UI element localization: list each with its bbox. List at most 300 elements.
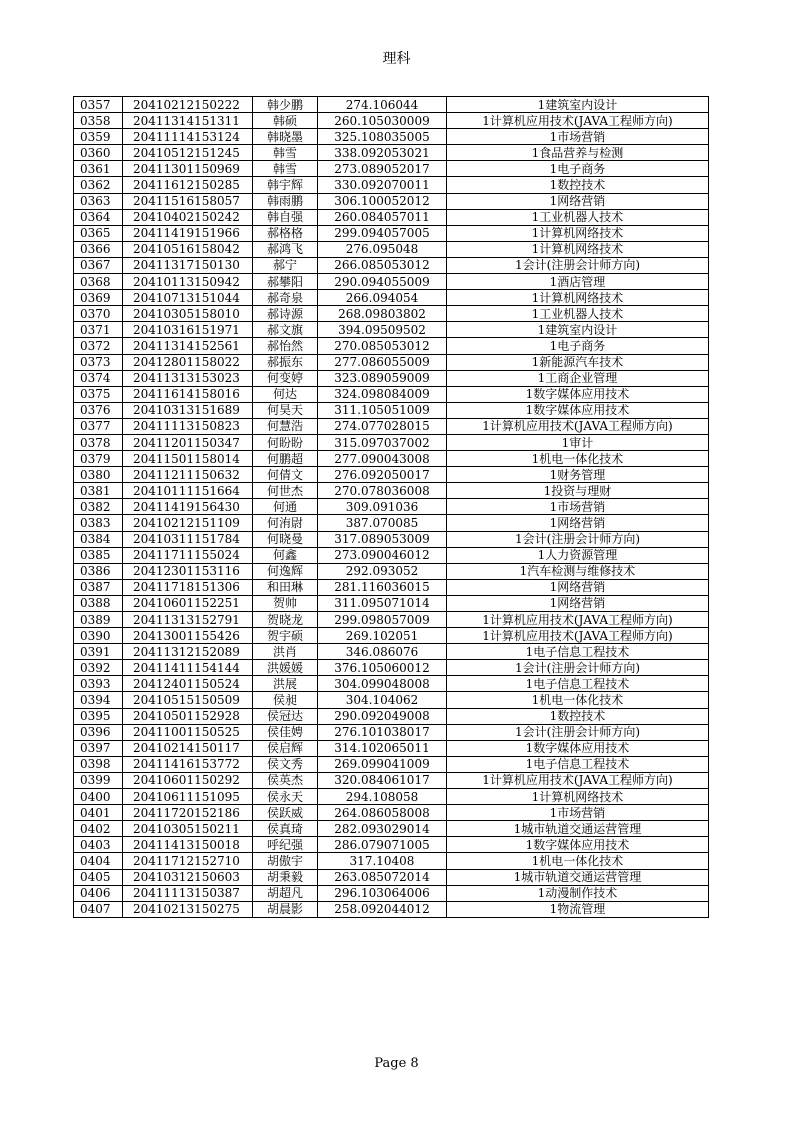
exam-number-cell: 20411312152089	[123, 644, 253, 660]
score-cell: 314.102065011	[318, 740, 447, 756]
major-cell: 1计算机应用技术(JAVA工程师方向)	[447, 113, 709, 129]
major-cell: 1机电一体化技术	[447, 853, 709, 869]
exam-number-cell: 20412401150524	[123, 676, 253, 692]
seq-number-cell: 0407	[74, 901, 123, 917]
student-name-cell: 何鹏超	[253, 451, 318, 467]
student-name-cell: 洪肖	[253, 644, 318, 660]
exam-number-cell: 20413001155426	[123, 628, 253, 644]
major-cell: 1数控技术	[447, 177, 709, 193]
table-row	[74, 740, 709, 756]
exam-number-cell: 20412301153116	[123, 563, 253, 579]
table-row	[74, 612, 709, 628]
seq-number-cell: 0372	[74, 338, 123, 354]
seq-number-cell: 0401	[74, 805, 123, 821]
exam-number-cell: 20411113150387	[123, 885, 253, 901]
table-row	[74, 370, 709, 386]
seq-number-cell: 0403	[74, 837, 123, 853]
seq-number-cell: 0379	[74, 451, 123, 467]
student-name-cell: 胡秉毅	[253, 869, 318, 885]
table-row	[74, 306, 709, 322]
table-row	[74, 821, 709, 837]
exam-number-cell: 20410601152251	[123, 595, 253, 611]
major-cell: 1市场营销	[447, 805, 709, 821]
student-name-cell: 韩雨鹏	[253, 193, 318, 209]
exam-number-cell: 20410402150242	[123, 209, 253, 225]
exam-number-cell: 20411718151306	[123, 579, 253, 595]
table-row	[74, 241, 709, 257]
table-row	[74, 789, 709, 805]
table-row	[74, 901, 709, 917]
student-name-cell: 韩雪	[253, 161, 318, 177]
table-row	[74, 225, 709, 241]
student-name-cell: 侯跃威	[253, 805, 318, 821]
seq-number-cell: 0376	[74, 402, 123, 418]
table-row	[74, 708, 709, 724]
score-cell: 317.10408	[318, 853, 447, 869]
major-cell: 1财务管理	[447, 467, 709, 483]
score-cell: 258.092044012	[318, 901, 447, 917]
major-cell: 1工商企业管理	[447, 370, 709, 386]
exam-number-cell: 20411313152791	[123, 612, 253, 628]
score-cell: 290.094055009	[318, 274, 447, 290]
score-cell: 264.086058008	[318, 805, 447, 821]
table-row	[74, 837, 709, 853]
roster-table	[73, 96, 709, 918]
seq-number-cell: 0388	[74, 595, 123, 611]
student-name-cell: 韩少鹏	[253, 97, 318, 113]
table-row	[74, 177, 709, 193]
table-row	[74, 193, 709, 209]
student-name-cell: 何洧尉	[253, 515, 318, 531]
score-cell: 263.085072014	[318, 869, 447, 885]
major-cell: 1建筑室内设计	[447, 322, 709, 338]
table-row	[74, 451, 709, 467]
student-name-cell: 侯冠达	[253, 708, 318, 724]
table-row	[74, 113, 709, 129]
student-name-cell: 郝鸿飞	[253, 241, 318, 257]
table-row	[74, 434, 709, 450]
table-row	[74, 676, 709, 692]
table-row	[74, 161, 709, 177]
seq-number-cell: 0368	[74, 274, 123, 290]
major-cell: 1数字媒体应用技术	[447, 837, 709, 853]
table-row	[74, 595, 709, 611]
student-name-cell: 何逸辉	[253, 563, 318, 579]
exam-number-cell: 20410713151044	[123, 290, 253, 306]
major-cell: 1机电一体化技术	[447, 451, 709, 467]
student-name-cell: 郝宁	[253, 257, 318, 273]
student-name-cell: 何鑫	[253, 547, 318, 563]
major-cell: 1计算机网络技术	[447, 789, 709, 805]
exam-number-cell: 20410313151689	[123, 402, 253, 418]
table-row	[74, 805, 709, 821]
exam-number-cell: 20410305150211	[123, 821, 253, 837]
student-name-cell: 胡超凡	[253, 885, 318, 901]
seq-number-cell: 0389	[74, 612, 123, 628]
score-cell: 276.101038017	[318, 724, 447, 740]
exam-number-cell: 20411114153124	[123, 129, 253, 145]
score-cell: 270.085053012	[318, 338, 447, 354]
score-cell: 290.092049008	[318, 708, 447, 724]
exam-number-cell: 20410113150942	[123, 274, 253, 290]
seq-number-cell: 0360	[74, 145, 123, 161]
exam-number-cell: 20411113150823	[123, 418, 253, 434]
seq-number-cell: 0369	[74, 290, 123, 306]
exam-number-cell: 20411416153772	[123, 756, 253, 772]
student-name-cell: 侯昶	[253, 692, 318, 708]
score-cell: 266.085053012	[318, 257, 447, 273]
score-cell: 315.097037002	[318, 434, 447, 450]
student-name-cell: 贺宇硕	[253, 628, 318, 644]
score-cell: 376.105060012	[318, 660, 447, 676]
major-cell: 1建筑室内设计	[447, 97, 709, 113]
exam-number-cell: 20411712152710	[123, 853, 253, 869]
exam-number-cell: 20411211150632	[123, 467, 253, 483]
exam-number-cell: 20410111151664	[123, 483, 253, 499]
score-cell: 260.084057011	[318, 209, 447, 225]
exam-number-cell: 20411419151966	[123, 225, 253, 241]
student-name-cell: 侯佳娉	[253, 724, 318, 740]
student-name-cell: 郝振东	[253, 354, 318, 370]
table-row	[74, 274, 709, 290]
score-cell: 304.099048008	[318, 676, 447, 692]
seq-number-cell: 0370	[74, 306, 123, 322]
major-cell: 1数字媒体应用技术	[447, 740, 709, 756]
major-cell: 1电子商务	[447, 161, 709, 177]
major-cell: 1城市轨道交通运营管理	[447, 869, 709, 885]
exam-number-cell: 20410213150275	[123, 901, 253, 917]
table-row	[74, 853, 709, 869]
major-cell: 1市场营销	[447, 499, 709, 515]
exam-number-cell: 20410516158042	[123, 241, 253, 257]
seq-number-cell: 0367	[74, 257, 123, 273]
student-name-cell: 郝格格	[253, 225, 318, 241]
seq-number-cell: 0392	[74, 660, 123, 676]
major-cell: 1汽车检测与维修技术	[447, 563, 709, 579]
table-row	[74, 354, 709, 370]
major-cell: 1网络营销	[447, 595, 709, 611]
student-name-cell: 何达	[253, 386, 318, 402]
score-cell: 317.089053009	[318, 531, 447, 547]
exam-number-cell: 20410316151971	[123, 322, 253, 338]
student-name-cell: 何世杰	[253, 483, 318, 499]
score-cell: 270.078036008	[318, 483, 447, 499]
score-cell: 311.105051009	[318, 402, 447, 418]
student-name-cell: 郝诗源	[253, 306, 318, 322]
major-cell: 1计算机应用技术(JAVA工程师方向)	[447, 612, 709, 628]
table-row	[74, 772, 709, 788]
score-cell: 273.090046012	[318, 547, 447, 563]
page-footer: Page 8	[374, 1056, 419, 1071]
major-cell: 1会计(注册会计师方向)	[447, 724, 709, 740]
major-cell: 1物流管理	[447, 901, 709, 917]
table-row	[74, 644, 709, 660]
table-row	[74, 660, 709, 676]
score-cell: 274.106044	[318, 97, 447, 113]
score-cell: 268.09803802	[318, 306, 447, 322]
table-row	[74, 322, 709, 338]
major-cell: 1审计	[447, 434, 709, 450]
table-row	[74, 418, 709, 434]
score-cell: 276.092050017	[318, 467, 447, 483]
major-cell: 1电子商务	[447, 338, 709, 354]
major-cell: 1计算机网络技术	[447, 241, 709, 257]
score-cell: 306.100052012	[318, 193, 447, 209]
major-cell: 1工业机器人技术	[447, 209, 709, 225]
student-name-cell: 韩雪	[253, 145, 318, 161]
seq-number-cell: 0391	[74, 644, 123, 660]
exam-number-cell: 20410214150117	[123, 740, 253, 756]
exam-number-cell: 20411314152561	[123, 338, 253, 354]
score-cell: 292.093052	[318, 563, 447, 579]
seq-number-cell: 0375	[74, 386, 123, 402]
seq-number-cell: 0404	[74, 853, 123, 869]
exam-number-cell: 20411612150285	[123, 177, 253, 193]
score-cell: 299.094057005	[318, 225, 447, 241]
score-cell: 324.098084009	[318, 386, 447, 402]
student-name-cell: 胡晨影	[253, 901, 318, 917]
exam-number-cell: 20410311151784	[123, 531, 253, 547]
seq-number-cell: 0387	[74, 579, 123, 595]
student-name-cell: 何倩文	[253, 467, 318, 483]
table-row	[74, 209, 709, 225]
seq-number-cell: 0396	[74, 724, 123, 740]
student-name-cell: 何晓曼	[253, 531, 318, 547]
score-cell: 273.089052017	[318, 161, 447, 177]
table-row	[74, 467, 709, 483]
score-cell: 338.092053021	[318, 145, 447, 161]
seq-number-cell: 0394	[74, 692, 123, 708]
score-cell: 274.077028015	[318, 418, 447, 434]
seq-number-cell: 0390	[74, 628, 123, 644]
exam-number-cell: 20411419156430	[123, 499, 253, 515]
table-row	[74, 499, 709, 515]
seq-number-cell: 0362	[74, 177, 123, 193]
exam-number-cell: 20410312150603	[123, 869, 253, 885]
score-cell: 325.108035005	[318, 129, 447, 145]
major-cell: 1酒店管理	[447, 274, 709, 290]
seq-number-cell: 0381	[74, 483, 123, 499]
major-cell: 1计算机应用技术(JAVA工程师方向)	[447, 628, 709, 644]
seq-number-cell: 0385	[74, 547, 123, 563]
score-cell: 323.089059009	[318, 370, 447, 386]
exam-number-cell: 20410515150509	[123, 692, 253, 708]
major-cell: 1电子信息工程技术	[447, 644, 709, 660]
table-row	[74, 257, 709, 273]
exam-number-cell: 20411317150130	[123, 257, 253, 273]
major-cell: 1会计(注册会计师方向)	[447, 531, 709, 547]
seq-number-cell: 0397	[74, 740, 123, 756]
student-name-cell: 侯启辉	[253, 740, 318, 756]
seq-number-cell: 0398	[74, 756, 123, 772]
student-name-cell: 洪展	[253, 676, 318, 692]
score-cell: 311.095071014	[318, 595, 447, 611]
table-row	[74, 97, 709, 113]
major-cell: 1人力资源管理	[447, 547, 709, 563]
major-cell: 1工业机器人技术	[447, 306, 709, 322]
seq-number-cell: 0406	[74, 885, 123, 901]
score-cell: 294.108058	[318, 789, 447, 805]
seq-number-cell: 0374	[74, 370, 123, 386]
exam-number-cell: 20411711155024	[123, 547, 253, 563]
student-name-cell: 郝文旗	[253, 322, 318, 338]
seq-number-cell: 0393	[74, 676, 123, 692]
student-name-cell: 韩晓墨	[253, 129, 318, 145]
student-name-cell: 韩自强	[253, 209, 318, 225]
seq-number-cell: 0395	[74, 708, 123, 724]
seq-number-cell: 0361	[74, 161, 123, 177]
score-cell: 282.093029014	[318, 821, 447, 837]
seq-number-cell: 0365	[74, 225, 123, 241]
exam-number-cell: 20410611151095	[123, 789, 253, 805]
major-cell: 1市场营销	[447, 129, 709, 145]
table-row	[74, 579, 709, 595]
seq-number-cell: 0377	[74, 418, 123, 434]
exam-number-cell: 20410212151109	[123, 515, 253, 531]
score-cell: 296.103064006	[318, 885, 447, 901]
major-cell: 1新能源汽车技术	[447, 354, 709, 370]
student-name-cell: 侯英杰	[253, 772, 318, 788]
table-row	[74, 869, 709, 885]
major-cell: 1计算机网络技术	[447, 290, 709, 306]
seq-number-cell: 0378	[74, 434, 123, 450]
score-cell: 320.084061017	[318, 772, 447, 788]
major-cell: 1计算机应用技术(JAVA工程师方向)	[447, 418, 709, 434]
student-name-cell: 郝怡然	[253, 338, 318, 354]
score-cell: 281.116036015	[318, 579, 447, 595]
exam-number-cell: 20411314151311	[123, 113, 253, 129]
exam-number-cell: 20410512151245	[123, 145, 253, 161]
student-name-cell: 侯永天	[253, 789, 318, 805]
student-name-cell: 何慧浩	[253, 418, 318, 434]
score-cell: 277.090043008	[318, 451, 447, 467]
seq-number-cell: 0400	[74, 789, 123, 805]
student-name-cell: 胡傲宇	[253, 853, 318, 869]
major-cell: 1数字媒体应用技术	[447, 386, 709, 402]
student-name-cell: 贺帅	[253, 595, 318, 611]
seq-number-cell: 0357	[74, 97, 123, 113]
score-cell: 266.094054	[318, 290, 447, 306]
exam-number-cell: 20411720152186	[123, 805, 253, 821]
score-cell: 286.079071005	[318, 837, 447, 853]
score-cell: 269.102051	[318, 628, 447, 644]
score-cell: 260.105030009	[318, 113, 447, 129]
exam-number-cell: 20411313153023	[123, 370, 253, 386]
score-cell: 276.095048	[318, 241, 447, 257]
seq-number-cell: 0373	[74, 354, 123, 370]
major-cell: 1网络营销	[447, 193, 709, 209]
major-cell: 1会计(注册会计师方向)	[447, 660, 709, 676]
seq-number-cell: 0363	[74, 193, 123, 209]
major-cell: 1电子信息工程技术	[447, 756, 709, 772]
major-cell: 1动漫制作技术	[447, 885, 709, 901]
table-row	[74, 692, 709, 708]
exam-number-cell: 20410212150222	[123, 97, 253, 113]
table-row	[74, 290, 709, 306]
student-name-cell: 韩宇辉	[253, 177, 318, 193]
table-row	[74, 402, 709, 418]
major-cell: 1计算机网络技术	[447, 225, 709, 241]
exam-number-cell: 20411614158016	[123, 386, 253, 402]
student-name-cell: 和田琳	[253, 579, 318, 595]
score-cell: 304.104062	[318, 692, 447, 708]
table-row	[74, 563, 709, 579]
student-name-cell: 呼纪强	[253, 837, 318, 853]
exam-number-cell: 20411301150969	[123, 161, 253, 177]
student-name-cell: 何变婷	[253, 370, 318, 386]
major-cell: 1城市轨道交通运营管理	[447, 821, 709, 837]
table-row	[74, 129, 709, 145]
seq-number-cell: 0384	[74, 531, 123, 547]
major-cell: 1机电一体化技术	[447, 692, 709, 708]
major-cell: 1网络营销	[447, 579, 709, 595]
seq-number-cell: 0364	[74, 209, 123, 225]
student-name-cell: 洪媛媛	[253, 660, 318, 676]
table-row	[74, 885, 709, 901]
table-row	[74, 145, 709, 161]
exam-number-cell: 20411516158057	[123, 193, 253, 209]
major-cell: 1会计(注册会计师方向)	[447, 257, 709, 273]
seq-number-cell: 0371	[74, 322, 123, 338]
score-cell: 387.070085	[318, 515, 447, 531]
score-cell: 394.09509502	[318, 322, 447, 338]
score-cell: 269.099041009	[318, 756, 447, 772]
page-header: 理科	[382, 51, 411, 67]
table-row	[74, 531, 709, 547]
seq-number-cell: 0358	[74, 113, 123, 129]
student-name-cell: 侯文秀	[253, 756, 318, 772]
student-name-cell: 何盼盼	[253, 434, 318, 450]
table-row	[74, 483, 709, 499]
score-cell: 346.086076	[318, 644, 447, 660]
score-cell: 299.098057009	[318, 612, 447, 628]
seq-number-cell: 0380	[74, 467, 123, 483]
table-row	[74, 724, 709, 740]
student-name-cell: 郝奇泉	[253, 290, 318, 306]
student-name-cell: 侯真琦	[253, 821, 318, 837]
major-cell: 1投资与理财	[447, 483, 709, 499]
exam-number-cell: 20411501158014	[123, 451, 253, 467]
score-cell: 330.092070011	[318, 177, 447, 193]
student-name-cell: 贺晓龙	[253, 612, 318, 628]
seq-number-cell: 0402	[74, 821, 123, 837]
table-row	[74, 386, 709, 402]
table-row	[74, 628, 709, 644]
table-row	[74, 547, 709, 563]
major-cell: 1网络营销	[447, 515, 709, 531]
exam-number-cell: 20411001150525	[123, 724, 253, 740]
student-name-cell: 何通	[253, 499, 318, 515]
student-name-cell: 韩硕	[253, 113, 318, 129]
score-cell: 309.091036	[318, 499, 447, 515]
table-row	[74, 515, 709, 531]
seq-number-cell: 0383	[74, 515, 123, 531]
seq-number-cell: 0382	[74, 499, 123, 515]
exam-number-cell: 20412801158022	[123, 354, 253, 370]
student-name-cell: 何昊天	[253, 402, 318, 418]
student-name-cell: 郝攀阳	[253, 274, 318, 290]
table-row	[74, 338, 709, 354]
seq-number-cell: 0399	[74, 772, 123, 788]
exam-number-cell: 20411413150018	[123, 837, 253, 853]
seq-number-cell: 0405	[74, 869, 123, 885]
seq-number-cell: 0359	[74, 129, 123, 145]
major-cell: 1食品营养与检测	[447, 145, 709, 161]
table-row	[74, 756, 709, 772]
seq-number-cell: 0386	[74, 563, 123, 579]
exam-number-cell: 20410501152928	[123, 708, 253, 724]
exam-number-cell: 20410305158010	[123, 306, 253, 322]
